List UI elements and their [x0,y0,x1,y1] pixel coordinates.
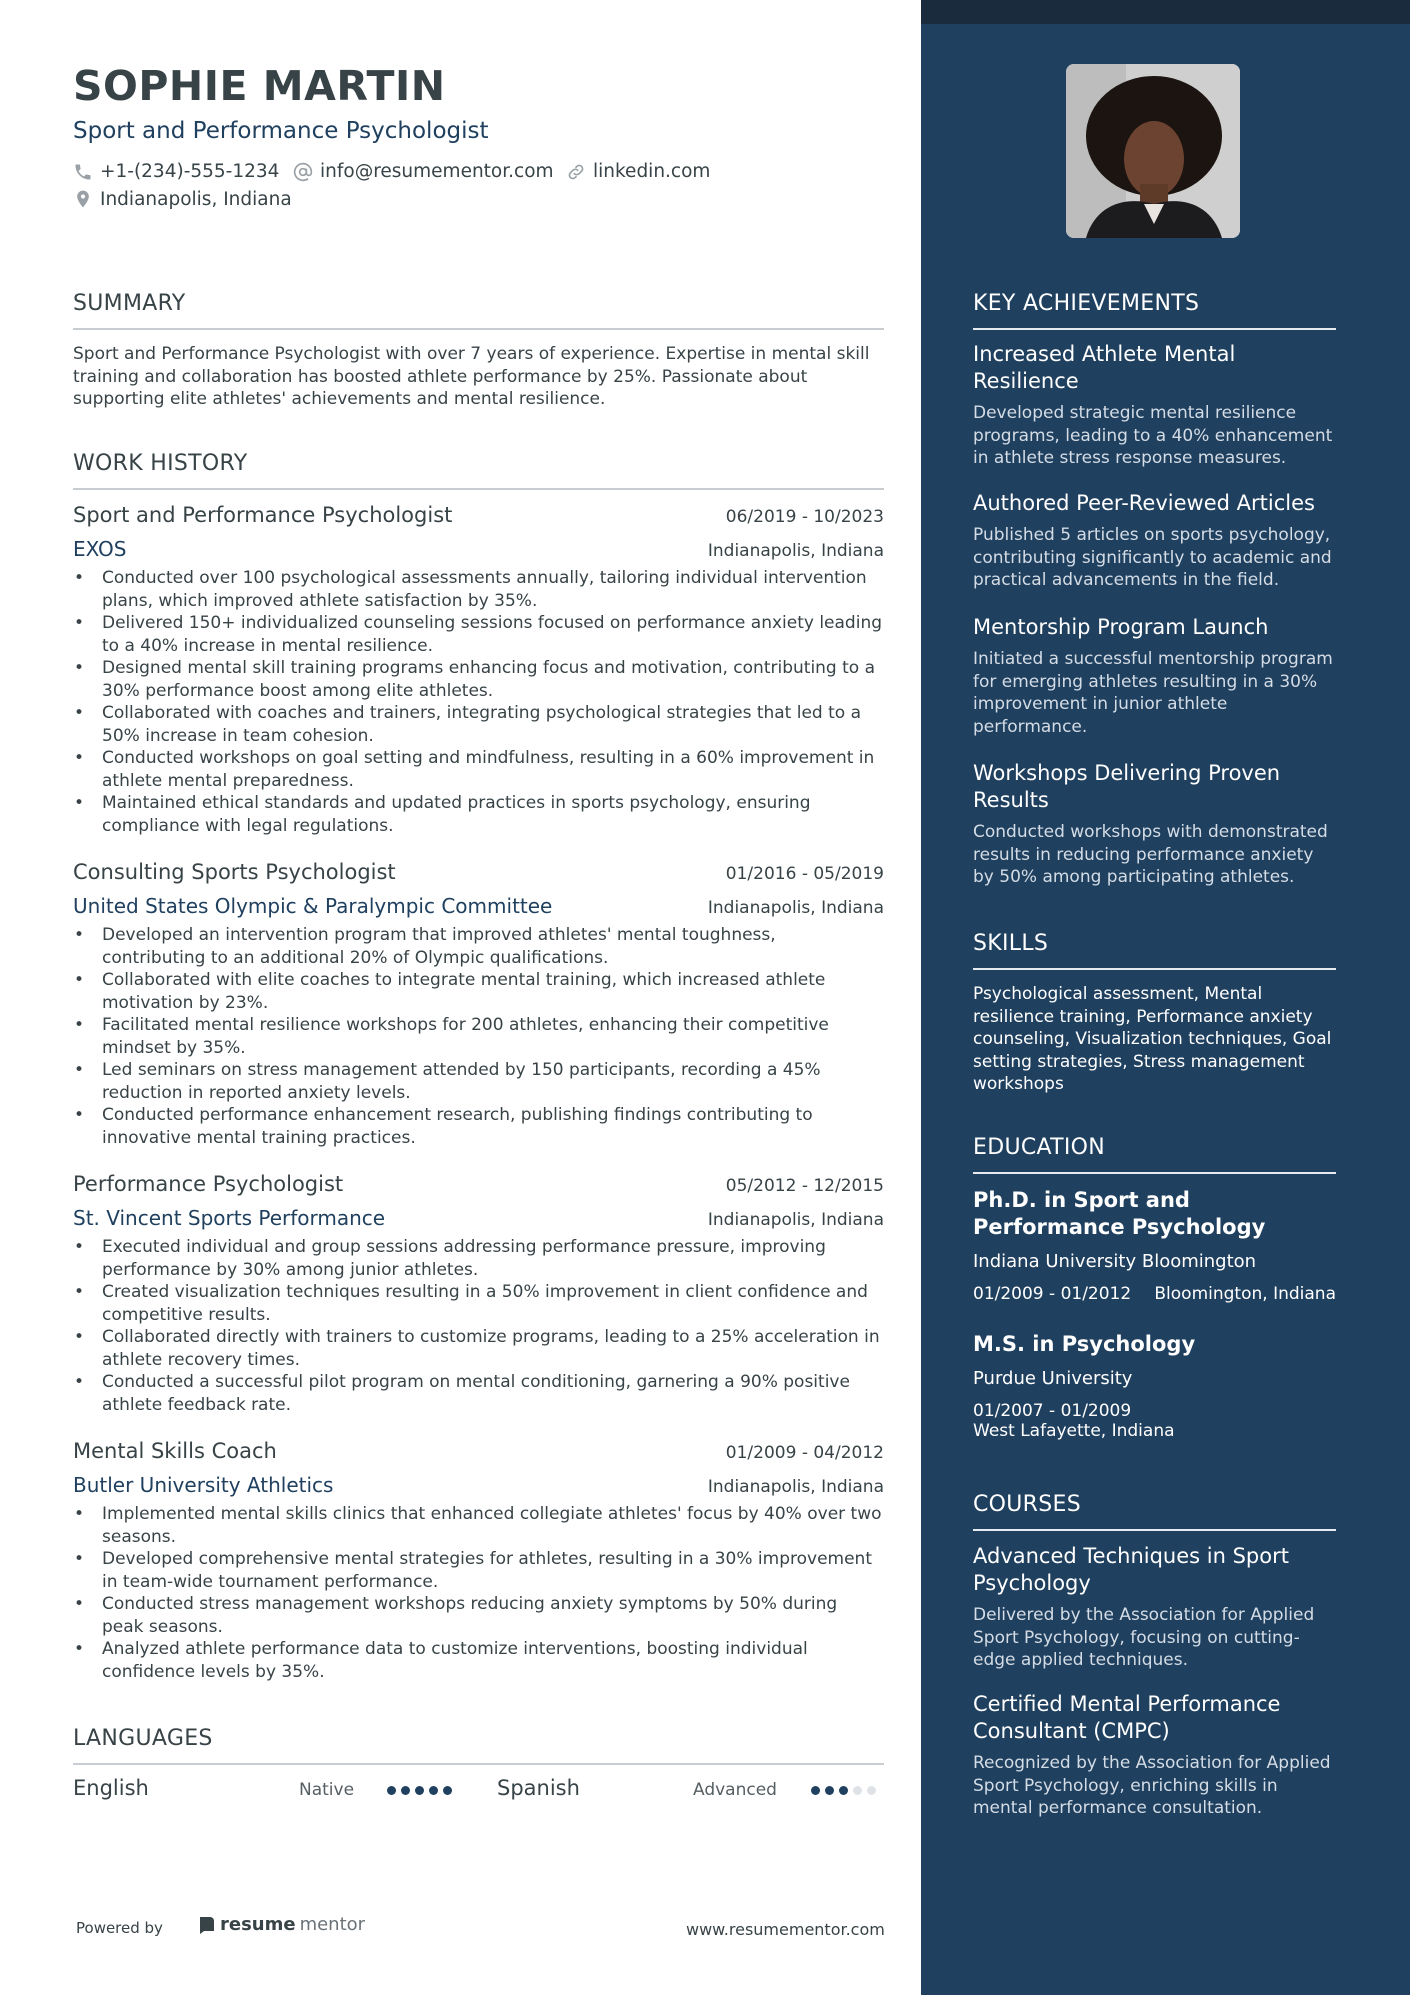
bullet-item: • Implemented mental skills clinics that enhanced collegiate athletes' focus by 40% over two seasons. [73,1503,884,1548]
linkedin-contact [566,161,710,182]
phone-text[interactable]: +1-(234)-555-1234 [100,161,280,182]
job-location: Indianapolis, Indiana [707,1210,884,1230]
job-entry [73,860,884,1149]
education-location: West Lafayette, Indiana [973,1421,1175,1441]
job-bullets [73,924,884,1149]
achievement-text: Initiated a successful mentorship program for emerging athletes resulting in a 30% improvement in junior athlete performance. [973,649,1333,737]
rating-dot-filled [387,1786,396,1795]
brand-logo[interactable] [198,1914,365,1935]
education-location: Bloomington, Indiana [1154,1284,1336,1304]
course-heading: Certified Mental Performance Consultant (CMPC) [973,1692,1281,1743]
achievement-text: Developed strategic mental resilience programs, leading to a 40% enhancement in athlete stress response measures. [973,403,1333,468]
bullet-item: • Conducted a successful pilot program on mental conditioning, garnering a 90% positive athlete feedback rate. [73,1371,884,1416]
school: Purdue University [973,1368,1133,1389]
website-link[interactable]: www.resumementor.com [686,1920,885,1939]
company-name: EXOS [73,537,127,561]
achievement-item [973,490,1336,592]
location-text: Indianapolis, Indiana [100,188,292,210]
achievement-heading: Workshops Delivering Proven Results [973,761,1281,812]
sidebar-top-band [921,0,1410,24]
summary-text: Sport and Performance Psychologist with over 7 years of experience. Expertise in mental skill training and collaboration has boosted athlete performance by 25%. Passionate about supporting elite athletes' achievements and mental resilience. [73,344,870,409]
job-title: Mental Skills Coach [73,1439,277,1463]
achievements-heading: KEY ACHIEVEMENTS [973,291,1336,330]
bullet-item: • Collaborated directly with trainers to customize programs, leading to a 25% acceleration in athlete recovery times. [73,1326,884,1371]
company-name: United States Olympic & Paralympic Committee [73,894,553,918]
language-rating [387,1786,452,1795]
language-name: Spanish [497,1776,580,1800]
course-text: Recognized by the Association for Applied Sport Psychology, enriching skills in mental performance consultation. [973,1753,1331,1818]
brand-light: mentor [299,1914,366,1935]
bullet-item: • Executed individual and group sessions addressing performance pressure, improving performance by 30% among junior athletes. [73,1236,884,1281]
bullet-item: • Analyzed athlete performance data to customize interventions, boosting individual confidence levels by 35%. [73,1638,884,1683]
skills-text: Psychological assessment, Mental resilience training, Performance anxiety counseling, Visualization techniques, Goal setting strategies, Stress management workshops [973,984,1332,1094]
rating-dot-filled [825,1786,834,1795]
bullet-item: • Conducted workshops on goal setting and mindfulness, resulting in a 60% improvement in athlete mental preparedness. [73,747,884,792]
education-dates: 01/2009 - 01/2012 [973,1284,1132,1304]
job-title: Sport and Performance Psychologist [73,503,453,527]
language-rating [811,1786,876,1795]
work-history-heading: WORK HISTORY [73,451,884,490]
language-name: English [73,1776,149,1800]
education-item [973,1187,1336,1304]
job-location: Indianapolis, Indiana [707,541,884,561]
portrait-illustration [1066,64,1240,238]
brand-bold: resume [220,1914,296,1935]
powered-by-label: Powered by [76,1919,163,1937]
job-entry [73,503,884,837]
job-title: Performance Psychologist [73,1172,344,1196]
sidebar [921,0,1410,1995]
rating-dot-filled [839,1786,848,1795]
company-name: St. Vincent Sports Performance [73,1206,386,1230]
location-contact [73,188,292,210]
achievement-heading: Authored Peer-Reviewed Articles [973,491,1315,515]
rating-dot-empty [853,1786,862,1795]
education-dates: 01/2007 - 01/2009 [973,1401,1132,1421]
profile-photo [1066,64,1240,238]
job-dates: 06/2019 - 10/2023 [725,507,884,527]
bullet-item: • Maintained ethical standards and updated practices in sports psychology, ensuring compliance with legal regulations. [73,792,884,837]
course-text: Delivered by the Association for Applied Sport Psychology, focusing on cutting-edge applied techniques. [973,1605,1315,1670]
job-dates: 01/2009 - 04/2012 [725,1443,884,1463]
job-title: Consulting Sports Psychologist [73,860,396,884]
job-location: Indianapolis, Indiana [707,898,884,918]
rating-dot-filled [415,1786,424,1795]
bullet-item: • Designed mental skill training programs enhancing focus and motivation, contributing to a 30% performance boost among elite athletes. [73,657,884,702]
course-item [973,1543,1336,1672]
achievement-heading: Mentorship Program Launch [973,615,1269,639]
candidate-name: SOPHIE MARTIN [73,62,446,110]
bullet-item: • Collaborated with coaches and trainers, integrating psychological strategies that led to a 50% increase in team cohesion. [73,702,884,747]
job-bullets [73,567,884,837]
job-dates: 05/2012 - 12/2015 [725,1176,884,1196]
course-heading: Advanced Techniques in Sport Psychology [973,1544,1289,1595]
bullet-item: • Collaborated with elite coaches to integrate mental training, which increased athlete motivation by 23%. [73,969,884,1014]
phone-icon [73,162,93,182]
job-entry [73,1172,884,1416]
job-bullets [73,1236,884,1416]
education-item [973,1331,1336,1441]
rating-dot-filled [443,1786,452,1795]
bullet-item: • Developed an intervention program that improved athletes' mental toughness, contributing to an additional 20% of Olympic qualifications. [73,924,884,969]
link-icon [566,162,586,182]
rating-dot-filled [811,1786,820,1795]
map-pin-icon [73,188,93,210]
job-location: Indianapolis, Indiana [707,1477,884,1497]
email-contact [293,161,554,182]
email-text[interactable]: info@resumementor.com [320,161,554,182]
bullet-item: • Facilitated mental resilience workshops for 200 athletes, enhancing their competitive mindset by 35%. [73,1014,884,1059]
achievement-text: Conducted workshops with demonstrated results in reducing performance anxiety by 50% among participating athletes. [973,822,1328,887]
bullet-item: • Created visualization techniques resulting in a 50% improvement in client confidence and competitive results. [73,1281,884,1326]
school: Indiana University Bloomington [973,1251,1257,1272]
summary-heading: SUMMARY [73,291,884,330]
degree: Ph.D. in Sport and Performance Psychology [973,1188,1266,1239]
company-name: Butler University Athletics [73,1473,334,1497]
achievement-item [973,760,1336,889]
at-sign-icon [293,162,313,182]
language-level: Advanced [693,1780,777,1800]
skills-heading: SKILLS [973,931,1336,970]
bullet-item: • Developed comprehensive mental strategies for athletes, resulting in a 30% improvement in team-wide tournament performance. [73,1548,884,1593]
bullet-item: • Delivered 150+ individualized counseling sessions focused on performance anxiety leading to a 40% increase in mental resilience. [73,612,884,657]
achievement-item [973,614,1336,738]
bullet-item: • Conducted over 100 psychological assessments annually, tailoring individual intervention plans, which improved athlete satisfaction by 35%. [73,567,884,612]
candidate-role: Sport and Performance Psychologist [73,118,489,144]
course-item [973,1691,1336,1820]
job-entry [73,1439,884,1683]
languages-heading: LANGUAGES [73,1726,884,1765]
achievement-text: Published 5 articles on sports psychology, contributing significantly to academic and practical advancements in the field. [973,525,1332,590]
rating-dot-filled [401,1786,410,1795]
achievement-heading: Increased Athlete Mental Resilience [973,342,1236,393]
education-heading: EDUCATION [973,1135,1336,1174]
linkedin-text[interactable]: linkedin.com [593,161,711,182]
rating-dot-filled [429,1786,438,1795]
achievement-item [973,341,1336,470]
degree: M.S. in Psychology [973,1332,1196,1356]
languages-row [73,1776,884,1806]
bullet-item: • Conducted stress management workshops reducing anxiety symptoms by 50% during peak seasons. [73,1593,884,1638]
bullet-item: • Led seminars on stress management attended by 150 participants, recording a 45% reduction in reported anxiety levels. [73,1059,884,1104]
job-dates: 01/2016 - 05/2019 [725,864,884,884]
job-bullets [73,1503,884,1683]
language-level: Native [299,1780,355,1800]
courses-heading: COURSES [973,1492,1336,1531]
bullet-item: • Conducted performance enhancement research, publishing findings contributing to innovative mental training practices. [73,1104,884,1149]
phone-contact [73,161,279,182]
resumementor-logo-icon [198,1915,216,1935]
rating-dot-empty [867,1786,876,1795]
